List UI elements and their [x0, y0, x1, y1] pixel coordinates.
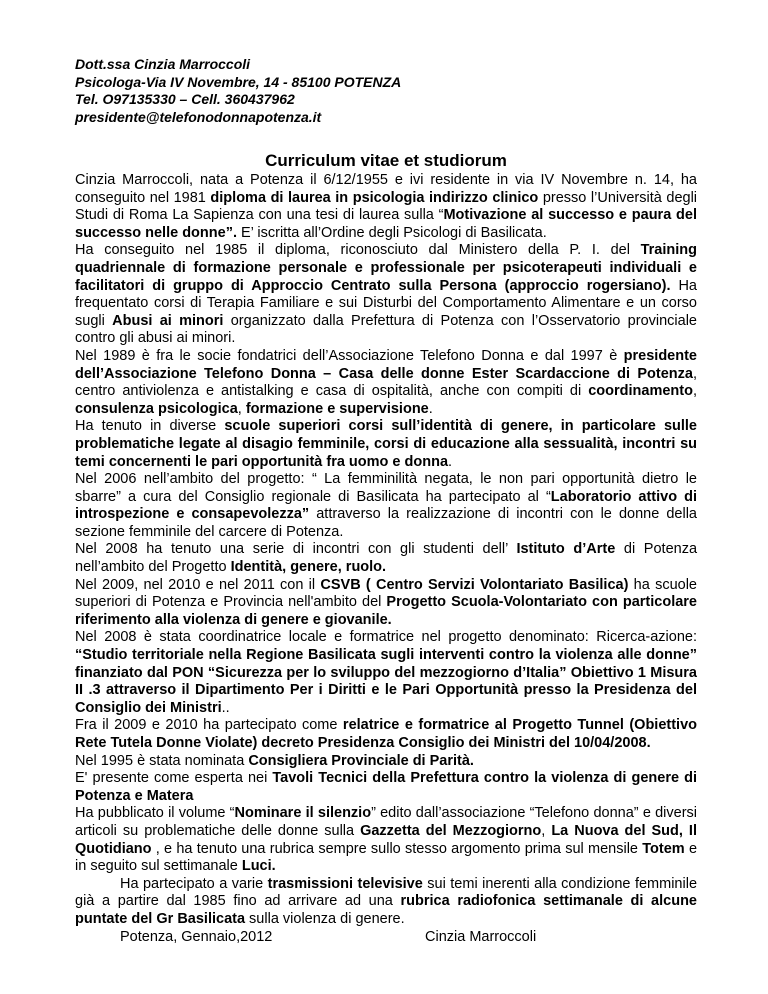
bold-text: Motivazione al successo e paura del successo nelle donne”.	[75, 207, 697, 241]
bold-text: scuole superiori corsi sull’identità di genere, in particolare sulle problematiche legate al disagio femminile, corsi di educazione alla sessualità, incontri su temi concernenti le pari opportunità fra uomo e donna	[75, 418, 697, 470]
cv-paragraph	[75, 242, 697, 348]
cv-paragraph	[75, 717, 697, 752]
bold-text: Progetto Scuola-Volontariato con particolare riferimento alla violenza di genere e giovanile.	[75, 594, 698, 628]
text-run: Ha partecipato a varie	[120, 875, 268, 892]
bold-text: “Studio territoriale nella Regione Basilicata sugli interventi contro la violenza alle donne” finanziato dal PON “Sicurezza per lo sviluppo del mezzogiorno d’Italia” Obiettivo 1 Misura II .3 attraverso il Dipartimento Per i Diritti e le Pari Opportunità presso la Presidenza del Consiglio dei Ministri	[75, 647, 697, 716]
bold-text: presidente dell’Associazione Telefono Donna – Casa delle donne Ester Scardaccione di Potenza	[75, 347, 697, 382]
text-run: .	[448, 453, 453, 470]
cv-paragraph	[75, 577, 697, 630]
text-run: presso l’Università degli Studi di Roma La Sapienza con una tesi di laurea sulla “	[75, 189, 698, 224]
bold-text: La Nuova del Sud, Il Quotidiano	[75, 822, 697, 857]
text-run: Cinzia Marroccoli, nata a Potenza il 6/12/1955 e ivi residente in via IV Novembre n. 14, ha conseguito nel 1981	[75, 172, 697, 206]
cv-paragraph	[75, 172, 697, 242]
text-run: Ha frequentato corsi di Terapia Familiare e sui Disturbi del Comportamento Alimentare e un corso sugli	[75, 277, 697, 329]
text-run: Ha pubblicato il volume “	[75, 805, 235, 822]
cv-paragraph	[75, 541, 697, 576]
cv-paragraph	[75, 770, 697, 805]
bold-text: Nominare il silenzio	[234, 805, 372, 822]
bold-text: relatrice e formatrice al Progetto Tunnel (Obiettivo Rete Tutela Donne Violate) decreto Presidenza Consiglio dei Ministri del 10/04/2008.	[75, 717, 698, 751]
text-run: organizzato dalla Prefettura di Potenza con l’Osservatorio provinciale contro gli abusi ai minori.	[75, 312, 697, 347]
cv-paragraph	[75, 348, 697, 418]
document-title: Curriculum vitae et studiorum	[265, 151, 507, 170]
bold-text: Laboratorio attivo di introspezione e consapevolezza”	[75, 488, 698, 523]
bold-text: Tavoli Tecnici della Prefettura contro la violenza di genere di Potenza e Matera	[75, 770, 697, 804]
text-run: E' presente come esperta nei	[75, 770, 273, 787]
bold-text: Abusi ai minori	[112, 312, 224, 329]
text-run: Ha conseguito nel 1985 il diploma, riconosciuto dal Ministero della P. I. del	[75, 242, 641, 259]
cv-paragraph	[75, 629, 697, 717]
bold-text: coordinamento	[588, 383, 693, 400]
bold-text: Totem	[642, 840, 685, 857]
text-run: sulla violenza di genere.	[245, 910, 405, 927]
signature-name: Cinzia Marroccoli	[425, 928, 537, 945]
bold-text: Istituto d’Arte	[516, 541, 616, 558]
text-run: ,	[692, 383, 697, 400]
text-run: e in seguito sul settimanale	[75, 840, 698, 875]
bold-text: trasmissioni televisive	[267, 875, 423, 892]
author-address: Psicologa-Via IV Novembre, 14 - 85100 POTENZA	[75, 73, 402, 90]
author-phone: Tel. O97135330 – Cell. 360437962	[75, 91, 295, 107]
place-date: Potenza, Gennaio,2012	[120, 928, 273, 945]
bold-text: consulenza psicologica	[75, 400, 238, 417]
text-run: Ha tenuto in diverse	[75, 418, 225, 435]
letterhead	[75, 56, 697, 126]
text-run: , centro antiviolenza e antistalking e casa di ospitalità, anche con compiti di	[75, 365, 697, 400]
text-run: E’ iscritta all’Ordine degli Psicologi di Basilicata.	[236, 224, 547, 241]
text-run: Nel 2006 nell’ambito del progetto: “ La femminilità negata, le non pari opportunità dietro le sbarre” a cura del Consiglio regionale di Basilicata ha partecipato al “	[75, 471, 697, 505]
cv-paragraph	[75, 471, 697, 541]
text-run: ha scuole superiori di Potenza e Provincia nell'ambito del	[75, 576, 697, 611]
bold-text: Training quadriennale di formazione personale e professionale per psicoterapeuti individuali e facilitatori di gruppo di Approccio Centrato sulla Persona (approccio rogersiano).	[75, 242, 697, 294]
author-name: Dott.ssa Cinzia Marroccoli	[75, 56, 251, 72]
text-run: Nel 2009, nel 2010 e nel 2011 con il	[75, 576, 321, 593]
bold-text: Luci.	[241, 858, 276, 875]
text-run: Nel 2008 è stata coordinatrice locale e formatrice nel progetto denominato: Ricerca-azione:	[75, 629, 697, 646]
cv-paragraph	[75, 876, 697, 929]
text-run: , e ha tenuto una rubrica sempre sullo stesso argomento prima sul mensile	[151, 840, 643, 857]
text-run: ,	[237, 400, 246, 417]
text-run: .	[428, 400, 433, 417]
text-run: Nel 1995 è stata nominata	[75, 752, 249, 769]
bold-text: CSVB ( Centro Servizi Volontariato Basilica)	[320, 576, 629, 593]
document-page	[75, 56, 697, 946]
cv-paragraph	[75, 805, 697, 875]
signature-line	[75, 929, 697, 947]
text-run: ..	[221, 699, 230, 716]
cv-body	[75, 172, 697, 929]
text-run: Nel 1989 è fra le socie fondatrici dell’Associazione Telefono Donna e dal 1997 è	[75, 347, 624, 364]
bold-text: formazione e supervisione	[245, 400, 429, 417]
bold-text: Identità, genere, ruolo.	[230, 559, 387, 576]
text-run: di Potenza nell’ambito del Progetto	[75, 541, 698, 576]
text-run: sui temi inerenti alla condizione femminile già a partire dal 1985 fino ad arrivare ad una	[75, 875, 698, 910]
cv-paragraph	[75, 753, 697, 771]
text-run: attraverso la realizzazione di incontri con le donne della sezione femminile del carcere di Potenza.	[75, 506, 697, 540]
bold-text: diploma di laurea in psicologia indirizzo clinico	[210, 189, 539, 206]
text-run: ,	[541, 822, 552, 839]
bold-text: Consigliera Provinciale di Parità.	[248, 752, 474, 769]
text-run: Fra il 2009 e 2010 ha partecipato come	[75, 717, 343, 734]
cv-paragraph	[75, 418, 697, 471]
bold-text: Gazzetta del Mezzogiorno	[360, 822, 542, 839]
text-run: Nel 2008 ha tenuto una serie di incontri con gli studenti dell’	[75, 541, 517, 558]
text-run: ” edito dall’associazione “Telefono donna” e diversi articoli su problematiche delle donne sulla	[75, 805, 697, 839]
author-email: presidente@telefonodonnapotenza.it	[75, 108, 322, 125]
bold-text: rubrica radiofonica settimanale di alcune puntate del Gr Basilicata	[75, 893, 697, 927]
